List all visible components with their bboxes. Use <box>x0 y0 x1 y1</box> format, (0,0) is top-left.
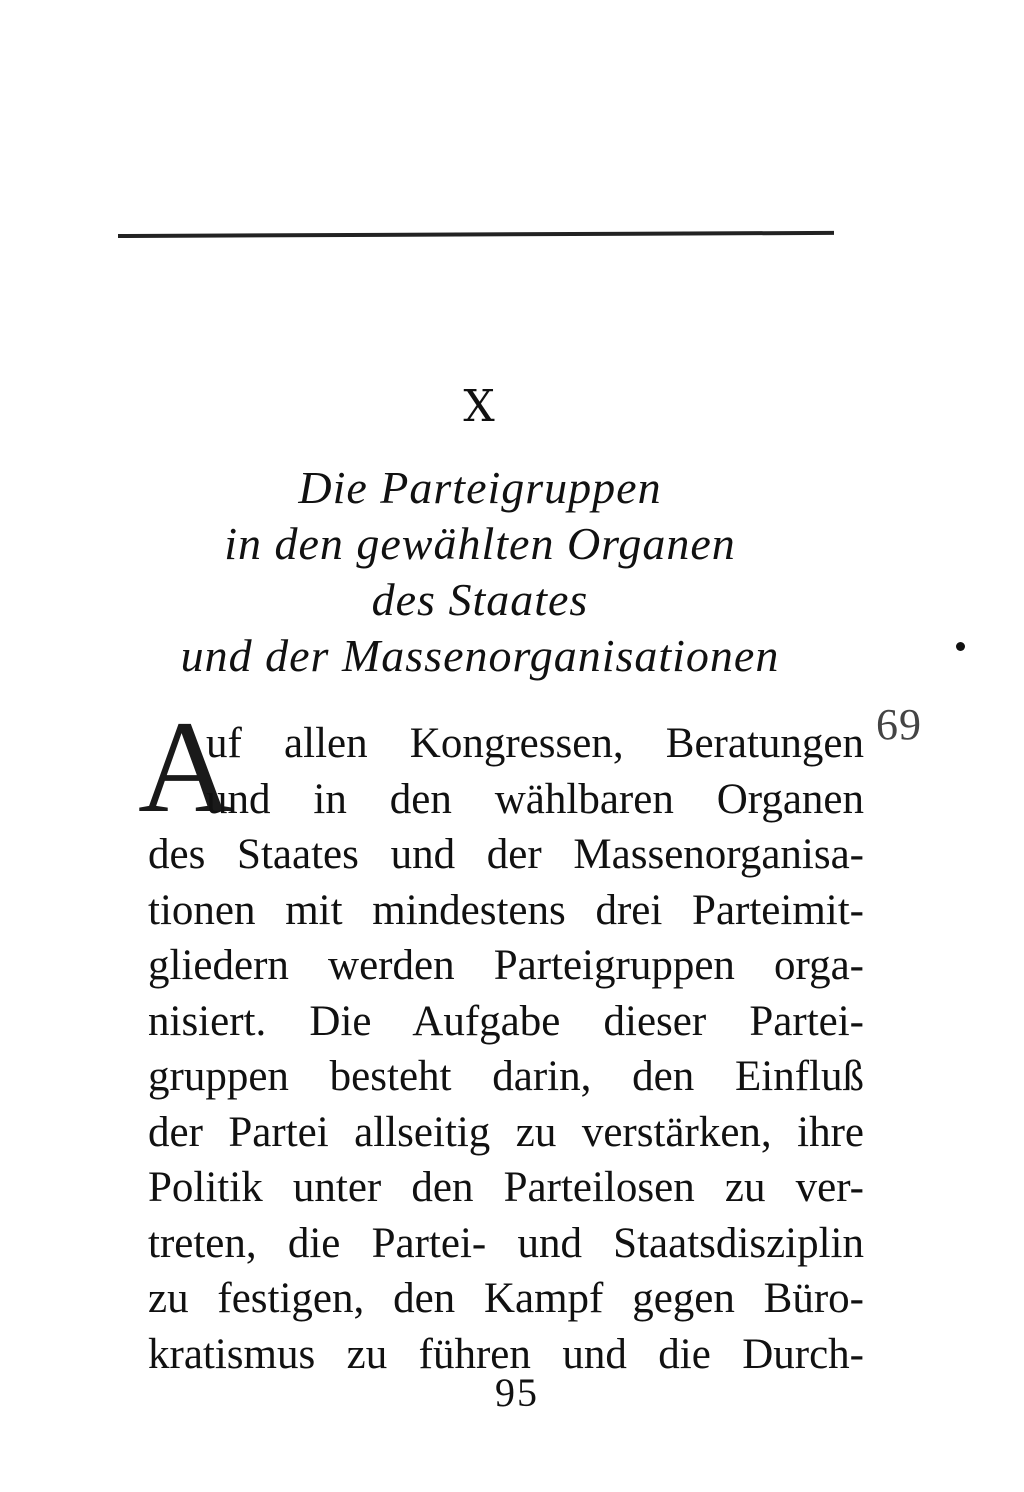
text-line: uf allen Kongressen, Beratungen <box>206 720 864 767</box>
text-line: gliedern werden Parteigruppen orga- <box>148 942 864 989</box>
text-line: tionen mit mindestens drei Parteimit- <box>148 886 864 934</box>
text-line: des Staates und der Massenorganisa- <box>148 831 864 878</box>
text-line: treten, die Partei- und Staatsdisziplin <box>148 1219 864 1267</box>
text-line: gruppen besteht darin, den Einfluß <box>148 1053 864 1100</box>
margin-section-number: 69 <box>876 700 922 749</box>
margin-dot-icon <box>956 642 965 651</box>
chapter-title-line: in den gewählten Organen <box>224 518 736 569</box>
chapter-title-line: und der Massenorganisationen <box>180 630 780 681</box>
text-line: Politik unter den Parteilosen zu ver- <box>148 1164 864 1211</box>
chapter-title <box>140 460 820 684</box>
text-line: der Partei allseitig zu verstärken, ihre <box>148 1108 864 1156</box>
dropcap-letter: A <box>138 693 234 840</box>
text-line: kratismus zu führen und die Durch- <box>148 1330 864 1378</box>
top-rule-divider <box>118 231 834 238</box>
chapter-number: X <box>463 381 497 432</box>
chapter-title-line: Die Parteigruppen <box>298 462 662 513</box>
text-line: nisiert. Die Aufgabe dieser Partei- <box>148 997 864 1045</box>
body-paragraph <box>148 716 864 1382</box>
text-line: zu festigen, den Kampf gegen Büro- <box>148 1275 864 1322</box>
text-line: und in den wählbaren Organen <box>206 775 864 823</box>
chapter-title-line: des Staates <box>371 574 589 625</box>
page-number: 95 <box>495 1370 539 1415</box>
